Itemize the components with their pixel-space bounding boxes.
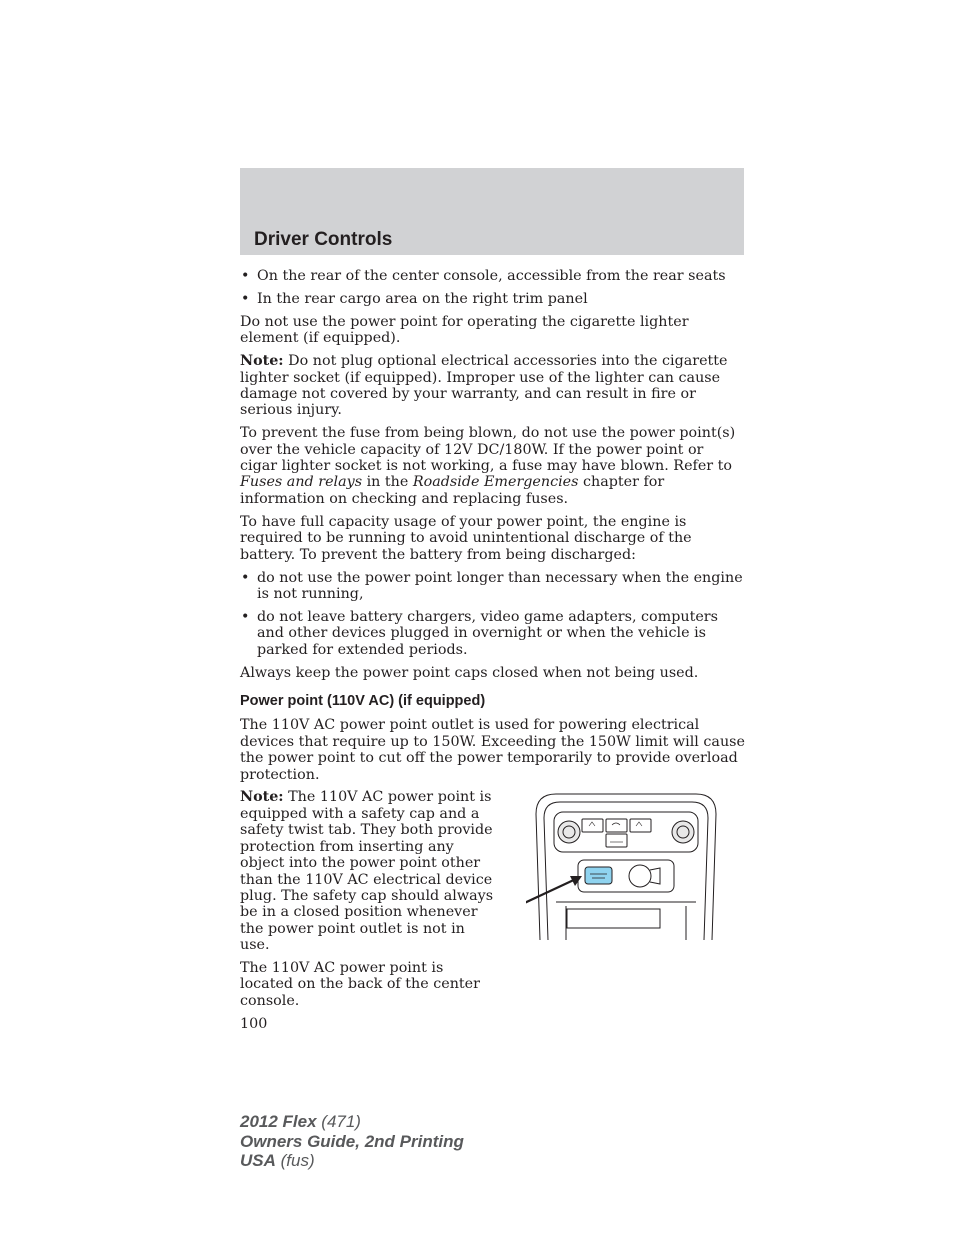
link-roadside-emergencies: Roadside Emergencies [412,474,579,491]
list-item: • do not use the power point longer than necessary when the engine is not running, [241,569,743,602]
paragraph-fuse: To prevent the fuse from being blown, do not use the power point(s) over the vehicle capacity of 12V DC/180W. If the power point or cigar lighter socket is not working, a fuse may have blown. Refer to Fuses and relays in the Roadside Emergencies chapter for information on checking and replacing fuses. [240,425,736,507]
page-number: 100 [240,1015,268,1032]
footer-line-2: Owners Guide, 2nd Printing [240,1131,464,1151]
paragraph-110v: The 110V AC power point outlet is used for powering electrical devices that require up to 150W. Exceeding the 150W limit will cause the power point to cut off the power temporarily to provide overload protection. [240,717,745,783]
left-knob-icon [558,821,580,843]
paragraph-location: The 110V AC power point is located on the back of the center console. [240,960,480,1009]
seat-heat-button-left [582,819,603,832]
note-label: Note: [240,789,284,806]
paragraph-caps: Always keep the power point caps closed when not being used. [240,664,699,681]
bullet-icon: • [241,290,250,307]
note-lighter: Note: Do not plug optional electrical accessories into the cigarette lighter socket (if equipped). Improper use of the lighter can cause damage not covered by your warranty, and can result in fire or serious injury. [240,353,728,419]
link-fuses-and-relays: Fuses and relays [240,474,363,491]
note-with-figure [240,789,745,1032]
seat-heat-button-right [630,819,651,832]
storage-label-plate [567,909,660,928]
left-column [240,789,495,1032]
bullet-icon: • [241,268,250,284]
power-button-icon [585,867,612,884]
note-label: Note: [240,353,284,370]
list-item: • In the rear cargo area on the right trim panel [241,290,588,307]
bullet-icon: • [241,569,250,586]
paragraph-lighter: Do not use the power point for operating the cigarette lighter element (if equipped). [240,313,689,347]
rear-climate-button [606,834,627,847]
section-title: Driver Controls [254,229,393,250]
note-110v: Note: The 110V AC power point is equipped with a safety cap and a safety twist tab. They both provide protection from inserting any object into the power point other than the 110V AC electrical device plug. The safety cap should always be in a closed position whenever the power point outlet is not in use. [240,789,494,954]
console-illustration [526,792,726,942]
fan-button [606,819,627,832]
paragraph-capacity: To have full capacity usage of your power point, the engine is required to be running to avoid unintentional discharge of the battery. To prevent the battery from being discharged: [240,513,692,563]
page-content [240,268,745,1032]
bullet-icon: • [241,608,250,625]
list-item: • On the rear of the center console, accessible from the rear seats [241,268,726,284]
footer-line-3: USA (fus) [240,1151,315,1170]
outlet-cap-icon [629,865,651,887]
subheading-110v: Power point (110V AC) (if equipped) [240,692,486,709]
page-footer [240,1112,464,1171]
right-knob-icon [672,821,694,843]
list-item: • do not leave battery chargers, video game adapters, computers and other devices plugged in overnight or when the vehicle is parked for extended periods. [241,608,718,658]
section-header-band [240,168,744,255]
footer-line-1: 2012 Flex (471) [240,1112,361,1131]
